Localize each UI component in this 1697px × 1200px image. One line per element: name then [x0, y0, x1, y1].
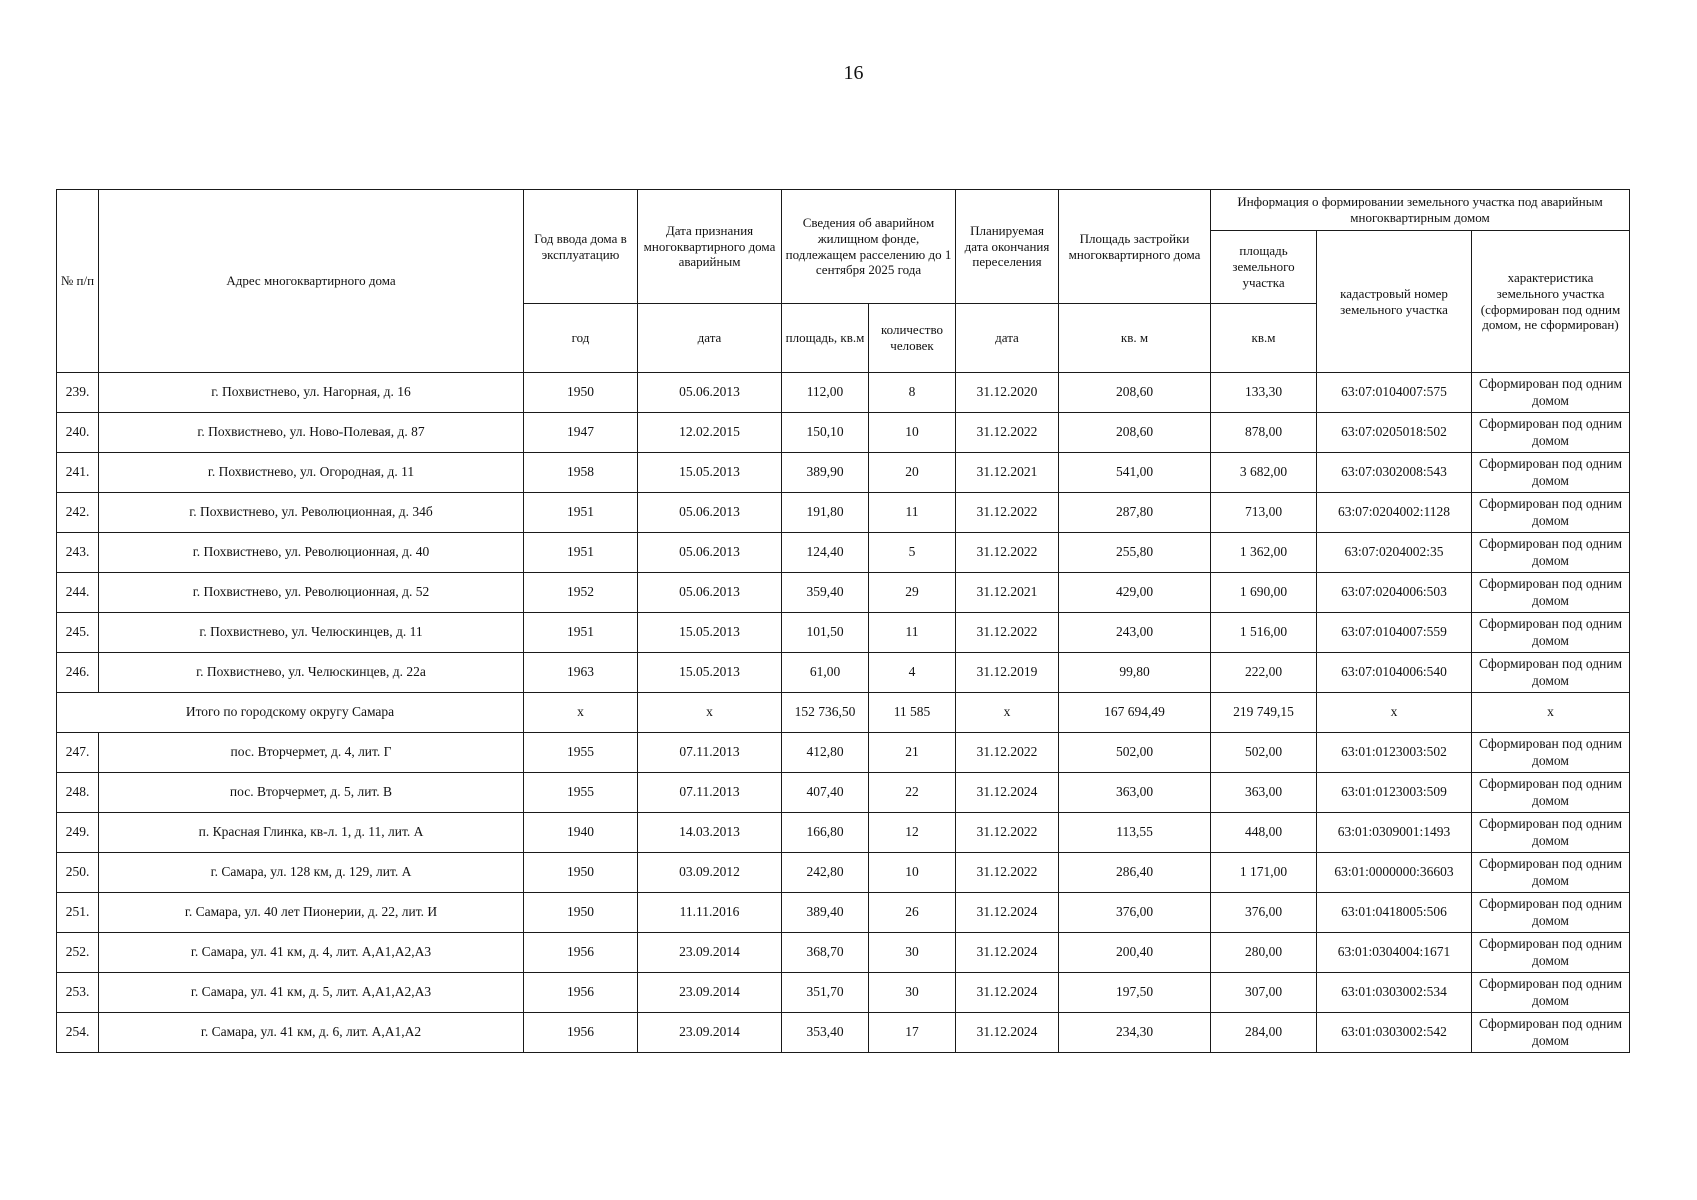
row-number: 244.	[57, 573, 99, 613]
unit-building-area: кв. м	[1059, 304, 1211, 373]
planned-date-cell: 31.12.2022	[956, 853, 1059, 893]
land-area-cell: 713,00	[1211, 493, 1317, 533]
land-area-cell: 1 171,00	[1211, 853, 1317, 893]
area-cell: 150,10	[782, 413, 869, 453]
building-area-cell: 286,40	[1059, 853, 1211, 893]
cadastral-cell: 63:07:0204002:1128	[1317, 493, 1472, 533]
header-planned-date: Планируемая дата окончания переселения	[956, 190, 1059, 304]
building-area-cell: 541,00	[1059, 453, 1211, 493]
cadastral-cell: 63:07:0205018:502	[1317, 413, 1472, 453]
table-row	[57, 493, 1630, 533]
people-cell: 11	[869, 613, 956, 653]
recognition-date-cell: 11.11.2016	[638, 893, 782, 933]
unit-people: количество человек	[869, 304, 956, 373]
row-number: 242.	[57, 493, 99, 533]
address-cell: п. Красная Глинка, кв-л. 1, д. 11, лит. А	[99, 813, 524, 853]
cadastral-cell: 63:07:0104006:540	[1317, 653, 1472, 693]
table-row	[57, 373, 1630, 413]
row-number: 241.	[57, 453, 99, 493]
people-cell: 26	[869, 893, 956, 933]
building-area-cell: 243,00	[1059, 613, 1211, 653]
recognition-date-cell: 05.06.2013	[638, 573, 782, 613]
table-row	[57, 973, 1630, 1013]
area-cell: 242,80	[782, 853, 869, 893]
recognition-date-cell: 07.11.2013	[638, 773, 782, 813]
planned-date-cell: 31.12.2021	[956, 453, 1059, 493]
land-area-cell: 448,00	[1211, 813, 1317, 853]
people-cell: 4	[869, 653, 956, 693]
address-cell: г. Похвистнево, ул. Челюскинцев, д. 11	[99, 613, 524, 653]
row-number: 246.	[57, 653, 99, 693]
land-char-cell: Сформирован под одним домом	[1472, 1013, 1630, 1053]
land-char-cell: Сформирован под одним домом	[1472, 933, 1630, 973]
cadastral-cell: 63:01:0303002:534	[1317, 973, 1472, 1013]
table-row	[57, 933, 1630, 973]
row-number: 251.	[57, 893, 99, 933]
total-people: 11 585	[869, 693, 956, 733]
address-cell: г. Похвистнево, ул. Нагорная, д. 16	[99, 373, 524, 413]
recognition-date-cell: 03.09.2012	[638, 853, 782, 893]
area-cell: 389,90	[782, 453, 869, 493]
year-cell: 1951	[524, 613, 638, 653]
people-cell: 30	[869, 973, 956, 1013]
cadastral-cell: 63:07:0204006:503	[1317, 573, 1472, 613]
planned-date-cell: 31.12.2022	[956, 613, 1059, 653]
table-row	[57, 453, 1630, 493]
land-area-cell: 222,00	[1211, 653, 1317, 693]
year-cell: 1956	[524, 973, 638, 1013]
address-cell: г. Самара, ул. 128 км, д. 129, лит. А	[99, 853, 524, 893]
recognition-date-cell: 12.02.2015	[638, 413, 782, 453]
table-row	[57, 853, 1630, 893]
cadastral-cell: 63:07:0104007:575	[1317, 373, 1472, 413]
page-number: 16	[843, 62, 864, 84]
planned-date-cell: 31.12.2022	[956, 493, 1059, 533]
table-row	[57, 773, 1630, 813]
land-char-cell: Сформирован под одним домом	[1472, 773, 1630, 813]
land-area-cell: 1 690,00	[1211, 573, 1317, 613]
area-cell: 61,00	[782, 653, 869, 693]
land-area-cell: 3 682,00	[1211, 453, 1317, 493]
table-row	[57, 613, 1630, 653]
planned-date-cell: 31.12.2024	[956, 1013, 1059, 1053]
table-row	[57, 653, 1630, 693]
year-cell: 1950	[524, 893, 638, 933]
total-area: 152 736,50	[782, 693, 869, 733]
cadastral-cell: 63:07:0302008:543	[1317, 453, 1472, 493]
address-cell: г. Похвистнево, ул. Огородная, д. 11	[99, 453, 524, 493]
land-area-cell: 307,00	[1211, 973, 1317, 1013]
land-char-cell: Сформирован под одним домом	[1472, 533, 1630, 573]
cadastral-cell: 63:07:0204002:35	[1317, 533, 1472, 573]
address-cell: г. Похвистнево, ул. Революционная, д. 40	[99, 533, 524, 573]
planned-date-cell: 31.12.2019	[956, 653, 1059, 693]
address-cell: г. Самара, ул. 41 км, д. 5, лит. А,А1,А2,А3	[99, 973, 524, 1013]
land-area-cell: 1 362,00	[1211, 533, 1317, 573]
area-cell: 112,00	[782, 373, 869, 413]
building-area-cell: 287,80	[1059, 493, 1211, 533]
cadastral-cell: 63:01:0123003:502	[1317, 733, 1472, 773]
address-cell: г. Самара, ул. 40 лет Пионерии, д. 22, лит. И	[99, 893, 524, 933]
area-cell: 191,80	[782, 493, 869, 533]
year-cell: 1947	[524, 413, 638, 453]
unit-date: дата	[638, 304, 782, 373]
building-area-cell: 429,00	[1059, 573, 1211, 613]
total-year: x	[524, 693, 638, 733]
people-cell: 5	[869, 533, 956, 573]
area-cell: 124,40	[782, 533, 869, 573]
header-recognition-date: Дата признания многоквартирного дома аварийным	[638, 190, 782, 304]
cadastral-cell: 63:01:0418005:506	[1317, 893, 1472, 933]
address-cell: г. Похвистнево, ул. Революционная, д. 52	[99, 573, 524, 613]
land-char-cell: Сформирован под одним домом	[1472, 653, 1630, 693]
planned-date-cell: 31.12.2024	[956, 933, 1059, 973]
people-cell: 20	[869, 453, 956, 493]
recognition-date-cell: 14.03.2013	[638, 813, 782, 853]
year-cell: 1963	[524, 653, 638, 693]
year-cell: 1950	[524, 853, 638, 893]
table-row	[57, 1013, 1630, 1053]
year-cell: 1952	[524, 573, 638, 613]
area-cell: 412,80	[782, 733, 869, 773]
year-cell: 1956	[524, 1013, 638, 1053]
area-cell: 359,40	[782, 573, 869, 613]
land-char-cell: Сформирован под одним домом	[1472, 493, 1630, 533]
people-cell: 17	[869, 1013, 956, 1053]
year-cell: 1958	[524, 453, 638, 493]
year-cell: 1950	[524, 373, 638, 413]
header-land-info: Информация о формировании земельного участка под аварийным многоквартирным домом	[1211, 190, 1630, 231]
table-row	[57, 813, 1630, 853]
building-area-cell: 99,80	[1059, 653, 1211, 693]
people-cell: 30	[869, 933, 956, 973]
total-char: x	[1472, 693, 1630, 733]
building-area-cell: 234,30	[1059, 1013, 1211, 1053]
year-cell: 1955	[524, 733, 638, 773]
land-area-cell: 376,00	[1211, 893, 1317, 933]
row-number: 248.	[57, 773, 99, 813]
unit-area: площадь, кв.м	[782, 304, 869, 373]
cadastral-cell: 63:07:0104007:559	[1317, 613, 1472, 653]
recognition-date-cell: 23.09.2014	[638, 1013, 782, 1053]
row-number: 252.	[57, 933, 99, 973]
row-number: 249.	[57, 813, 99, 853]
row-number: 243.	[57, 533, 99, 573]
row-number: 250.	[57, 853, 99, 893]
row-number: 254.	[57, 1013, 99, 1053]
building-area-cell: 208,60	[1059, 373, 1211, 413]
total-cadastral: x	[1317, 693, 1472, 733]
header-land-char: характеристика земельного участка (сформирован под одним домом, не сформирован)	[1472, 231, 1630, 373]
row-number: 245.	[57, 613, 99, 653]
building-area-cell: 200,40	[1059, 933, 1211, 973]
people-cell: 21	[869, 733, 956, 773]
building-area-cell: 502,00	[1059, 733, 1211, 773]
people-cell: 29	[869, 573, 956, 613]
land-area-cell: 1 516,00	[1211, 613, 1317, 653]
year-cell: 1956	[524, 933, 638, 973]
row-number: 247.	[57, 733, 99, 773]
address-cell: г. Похвистнево, ул. Ново-Полевая, д. 87	[99, 413, 524, 453]
year-cell: 1940	[524, 813, 638, 853]
address-cell: г. Похвистнево, ул. Революционная, д. 34б	[99, 493, 524, 533]
cadastral-cell: 63:01:0309001:1493	[1317, 813, 1472, 853]
building-area-cell: 376,00	[1059, 893, 1211, 933]
header-address: Адрес многоквартирного дома	[99, 190, 524, 373]
row-number: 239.	[57, 373, 99, 413]
table-row	[57, 413, 1630, 453]
land-area-cell: 502,00	[1211, 733, 1317, 773]
planned-date-cell: 31.12.2022	[956, 413, 1059, 453]
area-cell: 389,40	[782, 893, 869, 933]
total-label: Итого по городскому округу Самара	[57, 693, 524, 733]
cadastral-cell: 63:01:0000000:36603	[1317, 853, 1472, 893]
address-cell: пос. Вторчермет, д. 5, лит. В	[99, 773, 524, 813]
land-char-cell: Сформирован под одним домом	[1472, 453, 1630, 493]
header-cadastral: кадастровый номер земельного участка	[1317, 231, 1472, 373]
year-cell: 1951	[524, 533, 638, 573]
land-char-cell: Сформирован под одним домом	[1472, 733, 1630, 773]
total-date: x	[638, 693, 782, 733]
planned-date-cell: 31.12.2020	[956, 373, 1059, 413]
year-cell: 1955	[524, 773, 638, 813]
land-char-cell: Сформирован под одним домом	[1472, 613, 1630, 653]
people-cell: 22	[869, 773, 956, 813]
area-cell: 353,40	[782, 1013, 869, 1053]
building-area-cell: 197,50	[1059, 973, 1211, 1013]
row-number: 253.	[57, 973, 99, 1013]
table-row	[57, 733, 1630, 773]
area-cell: 166,80	[782, 813, 869, 853]
total-building-area: 167 694,49	[1059, 693, 1211, 733]
unit-land-area: кв.м	[1211, 304, 1317, 373]
building-area-cell: 255,80	[1059, 533, 1211, 573]
area-cell: 101,50	[782, 613, 869, 653]
total-land-area: 219 749,15	[1211, 693, 1317, 733]
land-area-cell: 280,00	[1211, 933, 1317, 973]
planned-date-cell: 31.12.2022	[956, 533, 1059, 573]
people-cell: 8	[869, 373, 956, 413]
cadastral-cell: 63:01:0304004:1671	[1317, 933, 1472, 973]
recognition-date-cell: 15.05.2013	[638, 453, 782, 493]
table-row	[57, 573, 1630, 613]
recognition-date-cell: 23.09.2014	[638, 973, 782, 1013]
planned-date-cell: 31.12.2024	[956, 973, 1059, 1013]
table-row	[57, 893, 1630, 933]
area-cell: 368,70	[782, 933, 869, 973]
total-row	[57, 693, 1630, 733]
row-number: 240.	[57, 413, 99, 453]
land-char-cell: Сформирован под одним домом	[1472, 853, 1630, 893]
recognition-date-cell: 15.05.2013	[638, 653, 782, 693]
unit-year: год	[524, 304, 638, 373]
land-char-cell: Сформирован под одним домом	[1472, 573, 1630, 613]
land-area-cell: 133,30	[1211, 373, 1317, 413]
land-area-cell: 284,00	[1211, 1013, 1317, 1053]
recognition-date-cell: 05.06.2013	[638, 493, 782, 533]
recognition-date-cell: 15.05.2013	[638, 613, 782, 653]
header-year: Год ввода дома в эксплуатацию	[524, 190, 638, 304]
area-cell: 351,70	[782, 973, 869, 1013]
header-emergency-fund: Сведения об аварийном жилищном фонде, подлежащем расселению до 1 сентября 2025 года	[782, 190, 956, 304]
land-char-cell: Сформирован под одним домом	[1472, 373, 1630, 413]
planned-date-cell: 31.12.2022	[956, 733, 1059, 773]
people-cell: 10	[869, 853, 956, 893]
land-char-cell: Сформирован под одним домом	[1472, 973, 1630, 1013]
land-char-cell: Сформирован под одним домом	[1472, 413, 1630, 453]
cadastral-cell: 63:01:0303002:542	[1317, 1013, 1472, 1053]
people-cell: 12	[869, 813, 956, 853]
land-area-cell: 363,00	[1211, 773, 1317, 813]
recognition-date-cell: 05.06.2013	[638, 533, 782, 573]
recognition-date-cell: 07.11.2013	[638, 733, 782, 773]
header-land-area: площадь земельного участка	[1211, 231, 1317, 304]
address-cell: г. Самара, ул. 41 км, д. 4, лит. А,А1,А2,А3	[99, 933, 524, 973]
total-planned: x	[956, 693, 1059, 733]
cadastral-cell: 63:01:0123003:509	[1317, 773, 1472, 813]
planned-date-cell: 31.12.2024	[956, 893, 1059, 933]
land-char-cell: Сформирован под одним домом	[1472, 813, 1630, 853]
address-cell: г. Похвистнево, ул. Челюскинцев, д. 22а	[99, 653, 524, 693]
address-cell: г. Самара, ул. 41 км, д. 6, лит. А,А1,А2	[99, 1013, 524, 1053]
year-cell: 1951	[524, 493, 638, 533]
address-cell: пос. Вторчермет, д. 4, лит. Г	[99, 733, 524, 773]
planned-date-cell: 31.12.2024	[956, 773, 1059, 813]
building-area-cell: 208,60	[1059, 413, 1211, 453]
building-area-cell: 363,00	[1059, 773, 1211, 813]
land-area-cell: 878,00	[1211, 413, 1317, 453]
people-cell: 10	[869, 413, 956, 453]
unit-planned-date: дата	[956, 304, 1059, 373]
recognition-date-cell: 23.09.2014	[638, 933, 782, 973]
land-char-cell: Сформирован под одним домом	[1472, 893, 1630, 933]
area-cell: 407,40	[782, 773, 869, 813]
table-row	[57, 533, 1630, 573]
emergency-housing-table	[56, 189, 1630, 1053]
header-num: № п/п	[57, 190, 99, 373]
planned-date-cell: 31.12.2022	[956, 813, 1059, 853]
recognition-date-cell: 05.06.2013	[638, 373, 782, 413]
building-area-cell: 113,55	[1059, 813, 1211, 853]
planned-date-cell: 31.12.2021	[956, 573, 1059, 613]
people-cell: 11	[869, 493, 956, 533]
header-building-area: Площадь застройки многоквартирного дома	[1059, 190, 1211, 304]
